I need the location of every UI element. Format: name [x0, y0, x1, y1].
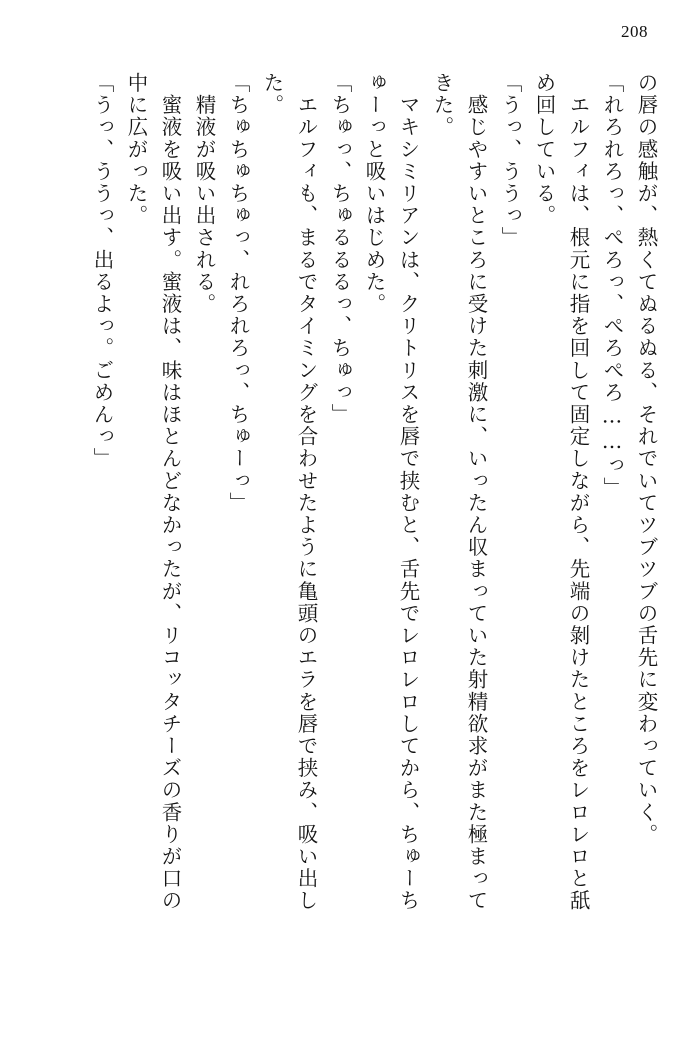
text-line: エルフィも、まるでタイミングを合わせたように亀頭のエラを唇で挟み、吸い出し [294, 72, 318, 912]
text-line: た。 [260, 72, 284, 117]
vertical-text-body [38, 72, 656, 1010]
text-line: 「うっ、ううっ」 [498, 72, 522, 249]
text-line: 蜜液を吸い出す。蜜液は、味はほとんどなかったが、リコッタチーズの香りが口の [158, 72, 182, 912]
text-line: マキシミリアンは、クリトリスを唇で挟むと、舌先でレロレロしてから、ちゅーち [396, 72, 420, 912]
text-line: め回している。 [532, 72, 556, 227]
text-line: エルフィは、根元に指を回して固定しながら、先端の剝けたところをレロレロと舐 [566, 72, 590, 912]
page-number: 208 [621, 22, 648, 41]
text-line: 「れろれろっ、ぺろっ、ぺろぺろ……っ」 [600, 72, 624, 499]
text-line: 「ちゅちゅちゅっ、れろれろっ、ちゅーっ」 [226, 72, 250, 514]
text-line: きた。 [430, 72, 454, 139]
text-line: 精液が吸い出される。 [192, 72, 216, 316]
text-line: 中に広がった。 [124, 72, 148, 227]
text-line: 感じやすいところに受けた刺激に、いったん収まっていた射精欲求がまた極まって [464, 72, 488, 912]
text-line: 「ちゅっ、ちゅるるるっ、ちゅっ」 [328, 72, 352, 426]
text-line: の唇の感触が、熱くてぬるぬる、それでいてツブツブの舌先に変わっていく。 [634, 72, 658, 846]
text-line: 「うっ、ううっ、出るよっ。ごめんっ」 [90, 72, 114, 470]
text-line: ゅーっと吸いはじめた。 [362, 72, 386, 316]
